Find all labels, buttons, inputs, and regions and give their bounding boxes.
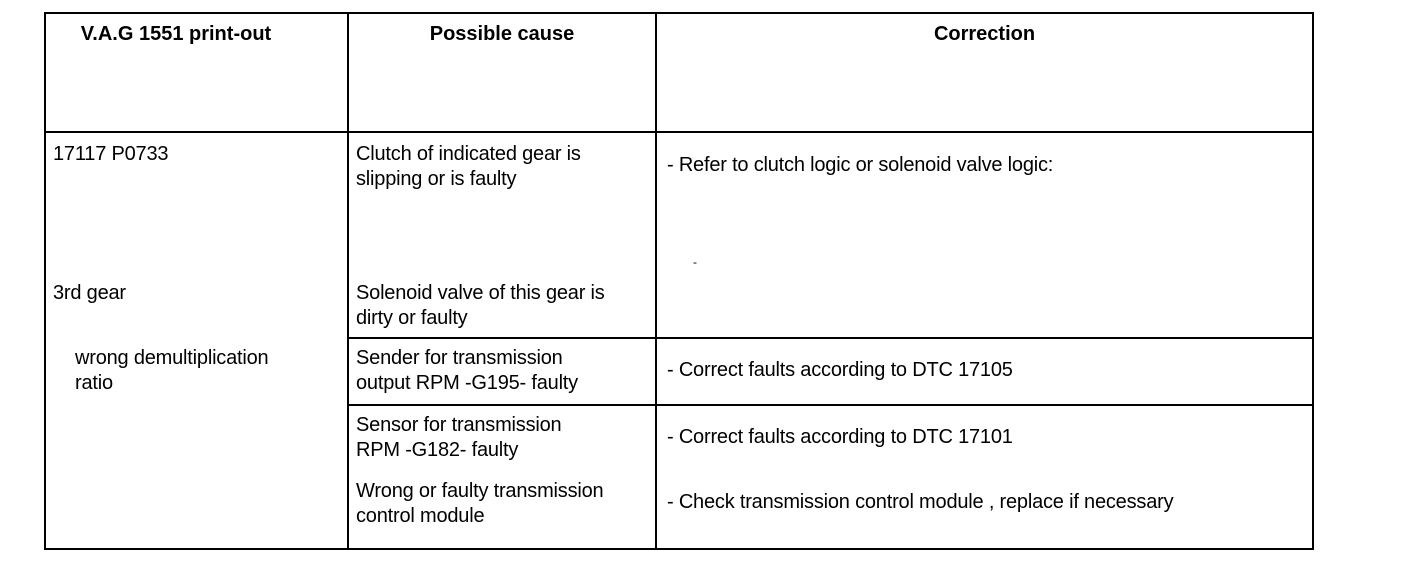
- column-divider-1: [347, 14, 349, 548]
- correction-clutch-solenoid: - Refer to clutch logic or solenoid valve logic:: [667, 154, 1054, 176]
- correction-dtc-17105: - Correct faults according to DTC 17105: [667, 359, 1013, 381]
- cause-solenoid: Solenoid valve of this gear is dirty or faulty: [356, 282, 605, 329]
- printout-gear: 3rd gear: [53, 282, 126, 304]
- row-divider-1: [348, 337, 1312, 339]
- correction-dtc-17101: - Correct faults according to DTC 17101: [667, 426, 1013, 448]
- row-divider-2: [348, 404, 1312, 406]
- correction-check-module: - Check transmission control module , replace if necessary: [667, 491, 1174, 513]
- stray-dash-mark: -: [693, 255, 697, 269]
- header-divider: [46, 131, 1312, 133]
- printout-code: 17117 P0733: [53, 143, 169, 165]
- cause-sensor-g182: Sensor for transmission RPM -G182- faulty: [356, 414, 562, 461]
- printout-description: wrong demultiplication ratio: [75, 347, 269, 394]
- cause-sender-g195: Sender for transmission output RPM -G195- faulty: [356, 347, 578, 394]
- column-divider-2: [655, 14, 657, 548]
- header-correction: Correction: [933, 23, 1036, 45]
- header-printout: V.A.G 1551 print-out: [80, 23, 272, 45]
- header-cause: Possible cause: [429, 23, 575, 45]
- cause-clutch: Clutch of indicated gear is slipping or is faulty: [356, 143, 581, 190]
- cause-control-module: Wrong or faulty transmission control module: [356, 480, 604, 527]
- diagnostic-table: [44, 12, 1314, 550]
